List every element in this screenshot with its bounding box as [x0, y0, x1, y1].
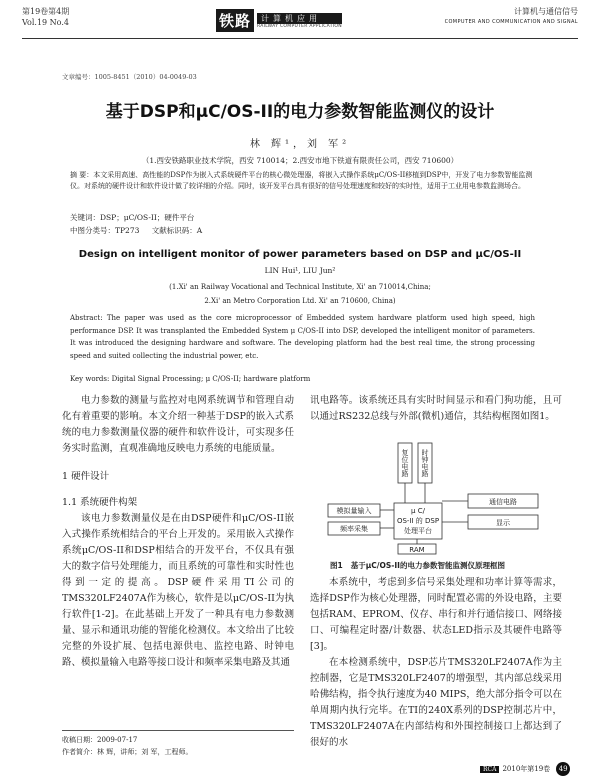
paper-title-en: Design on intelligent monitor of power parameters based on DSP and μC/OS-II	[78, 249, 522, 260]
block-diagram	[318, 438, 558, 556]
comm-label: 通信电路	[489, 498, 517, 506]
analog-input-label: 模拟量输入	[336, 507, 372, 515]
abstract-en: Abstract: The paper was used as the core microprocessor of Embedded system hardware platform used high speed, high performance DSP. It was transplanted the Embedded System μ C/OS-II into DSP, developed the intelligent monitor of parameters. It was introduced the designing hardware and software. The developing platform had the best real time, the strong processing speed and suited collecting the industrial power, etc.	[70, 314, 535, 360]
hardware-paragraph: 该电力参数测量仪是在由DSP硬件和μC/OS-II嵌入式操作系统相结合的平台上开发的。采用嵌入式操作系统μC/OS-II和DSP相结合的开发平台，不仅具有强大的数字信号处理能力，而且系统的可靠性和实时性也得到一定的提高。DSP硬件采用TI公司的TMS320LF2407A作为核心，软件是以μC/OS-II为执行软件[1-2]。在此基础上开发了一种具有电力参数测量、显示和通讯功能的智能化检测仪。本文给出了比较完整的外设扩展、包括电源供电、监控电路、时钟电路、模拟量输入电路等接口设计和频率采集电路及其通	[62, 513, 294, 668]
right-column-bottom	[310, 575, 562, 751]
dsp-label-2: OS-II 的 DSP	[396, 517, 440, 525]
cls-number: 中图分类号：TP273	[70, 226, 140, 235]
authors-en: LIN Hui¹, LIU Jun²	[264, 266, 336, 275]
journal-volume	[22, 6, 69, 28]
dsp-label-3: 处理平台	[404, 527, 432, 535]
journal-section-cn: 计算机与通信信号	[514, 7, 578, 16]
journal-logo	[216, 9, 342, 32]
journal-section	[445, 6, 578, 28]
journal-section-en: COMPUTER AND COMMUNICATION AND SIGNAL	[444, 19, 578, 25]
keywords-en: Key words: Digital Signal Processing; μ C/OS-II; hardware platform	[70, 375, 311, 383]
affiliation: （1.西安铁路职业技术学院，西安 710014；2.西安市地下铁道有限责任公司，西安 710600）	[141, 156, 459, 165]
freq-capture-label: 频率采集	[340, 525, 368, 533]
volume-cn: 第19卷第4期	[22, 7, 70, 16]
right-paragraph-2: 本系统中，考虑到多信号采集处理和功率计算等需求，选择DSP作为核心处理器，同时配置必需的外设电路，主要包括RAM、EPROM、仪存、串行和并行通信接口、网络接口、可编程定时器/计数器、状态LED指示及其硬件电路等[3]。	[310, 577, 562, 652]
footnote	[62, 734, 192, 758]
received-date: 收稿日期：2009-07-17	[62, 736, 138, 744]
affiliation-en-2: 2.Xi' an Metro Corporation Ltd. Xi' an 710600, China)	[204, 297, 396, 305]
ram-label: RAM	[409, 546, 425, 554]
page-footer	[480, 762, 570, 776]
footnote-rule	[62, 730, 294, 731]
author-bio: 作者简介：林 辉，讲师；刘 军，工程师。	[62, 748, 193, 756]
abstract-cn: 摘 要：本文采用高速、高性能的DSP作为嵌入式系统硬件平台的核心微处理器，将嵌入式操作系统μC/OS-II移植到DSP中，开发了电力参数智能监测仪。对系统的硬件设计和软件设计做了较详细的介绍。同时，该开发平台具有很好的信号处理速度和较好的实时性，适用于工业用电参数监测场合。	[70, 171, 533, 190]
intro-paragraph: 电力参数的测量与监控对电网系统调节和管理自动化有着重要的影响。本文介绍一种基于DSP的嵌入式系统的电力参数测量仪器的硬件和软件设计，可实现多任务实时监测，直观准确地反映电力系统的电能质量。	[62, 395, 294, 454]
affiliation-en	[0, 280, 600, 308]
display-label: 显示	[496, 519, 510, 527]
section-heading-1-1: 1.1 系统硬件构架	[62, 497, 138, 508]
affiliation-en-1: (1.Xi' an Railway Vocational and Technical Institute, Xi' an 710014,China;	[169, 283, 431, 291]
logo-main: 铁路	[216, 9, 254, 32]
classification	[70, 225, 212, 236]
header-rule	[22, 38, 578, 39]
figure-number: 图1	[330, 561, 343, 570]
right-paragraph-3: 在本检测系统中，DSP芯片TMS320LF2407A作为主控制器，它是TMS320LF2407的增强型，其内部总线采用哈佛结构，指令执行速度为40 MIPS，绝大部分指令可以在单周期内执行完毕。在TI的240X系列的DSP控制芯片中，TMS320LF2407A在内部结构和外围控制接口上都达到了很好的水	[310, 657, 562, 748]
page-number: 49	[556, 762, 570, 776]
clock-label: 时钟电路	[421, 449, 429, 477]
reset-label: 复位电路	[401, 449, 409, 477]
right-paragraph-1: 讯电路等。该系统还具有实时时间显示和看门狗功能，且可以通过RS232总线与外部(微机)通信，其结构框图如图1。	[310, 395, 562, 422]
footer-text: 2010年第19卷	[502, 765, 551, 773]
authors: 林 辉¹，刘 军²	[249, 139, 351, 150]
doc-code: 文献标识码：A	[151, 226, 203, 235]
paper-title: 基于DSP和μC/OS-II的电力参数智能监测仪的设计	[105, 102, 495, 122]
logo-en: RAILWAY COMPUTER APPLICATION	[257, 23, 342, 29]
volume-en: Vol.19 No.4	[22, 18, 69, 27]
article-number: 文章编号：1005-8451（2010）04-0049-03	[62, 73, 197, 81]
dsp-label-1: μ C/	[411, 507, 425, 515]
section-heading-1: 1 硬件设计	[62, 471, 110, 482]
keywords-cn: 关键词：DSP；μC/OS-II；硬件平台	[70, 213, 195, 222]
figure-caption	[330, 560, 513, 571]
figure-caption-text: 基于μC/OS-II的电力参数智能监测仪原理框图	[350, 561, 505, 570]
logo-cn: 计算机应用	[257, 13, 342, 24]
right-column-top	[310, 393, 562, 425]
footer-tag: RCA	[480, 766, 499, 773]
left-column	[62, 393, 294, 671]
